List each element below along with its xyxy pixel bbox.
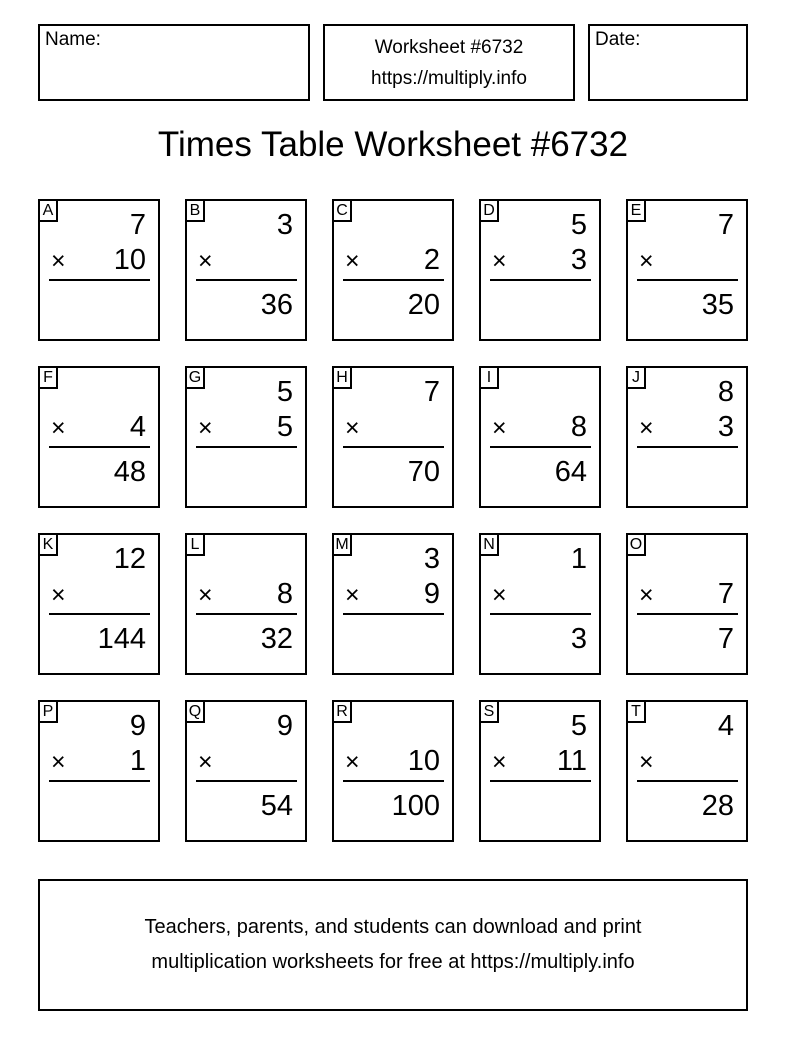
name-field[interactable] [38,24,310,101]
problem-letter: F [38,366,58,389]
problem-card [479,366,601,508]
times-symbol: × [345,247,360,275]
product: 70 [407,456,440,488]
times-symbol: × [345,748,360,776]
problem-letter: C [332,199,352,222]
answer-rule [637,780,738,782]
problem-letter: A [38,199,58,222]
multiplier: 9 [423,578,440,610]
multiplicand: 1 [570,543,587,575]
problem-card [479,700,601,842]
name-label: Name: [45,29,101,50]
problem-card [626,366,748,508]
multiplicand: 7 [129,209,146,241]
times-symbol: × [51,414,66,442]
multiplicand: 5 [570,209,587,241]
multiplicand: 3 [276,209,293,241]
answer-rule [49,780,150,782]
problem-letter: T [626,700,646,723]
times-symbol: × [198,414,213,442]
times-symbol: × [51,748,66,776]
answer-rule [637,613,738,615]
problem-letter: B [185,199,205,222]
times-symbol: × [51,247,66,275]
problem-card [626,199,748,341]
multiplier: 1 [129,745,146,777]
product: 54 [260,790,293,822]
answer-rule [637,446,738,448]
answer-rule [490,446,591,448]
times-symbol: × [345,414,360,442]
multiplicand: 5 [570,710,587,742]
multiplicand: 12 [113,543,146,575]
page-title: Times Table Worksheet #6732 [157,125,629,164]
product: 144 [97,623,146,655]
product: 64 [554,456,587,488]
answer-rule [196,279,297,281]
times-symbol: × [198,581,213,609]
product: 20 [407,289,440,321]
product: 100 [391,790,440,822]
problem-letter: E [626,199,646,222]
product: 36 [260,289,293,321]
date-label: Date: [595,29,641,50]
multiplier: 3 [717,411,734,443]
answer-rule [49,613,150,615]
problem-card [38,366,160,508]
footer-line-2: multiplication worksheets for free at https://multiply.info [151,951,635,973]
problem-card [332,533,454,675]
times-symbol: × [492,748,507,776]
answer-rule [196,780,297,782]
worksheet-url: https://multiply.info [371,67,527,89]
problem-card [332,700,454,842]
times-symbol: × [198,247,213,275]
times-symbol: × [492,581,507,609]
answer-rule [196,613,297,615]
multiplier: 10 [407,745,440,777]
answer-rule [343,780,444,782]
product: 32 [260,623,293,655]
times-symbol: × [51,581,66,609]
problem-letter: O [626,533,646,556]
multiplicand: 8 [717,376,734,408]
multiplicand: 7 [423,376,440,408]
problem-card [185,700,307,842]
multiplier: 4 [129,411,146,443]
problem-letter: Q [185,700,205,723]
answer-rule [343,613,444,615]
times-symbol: × [639,581,654,609]
multiplier: 2 [423,244,440,276]
times-symbol: × [345,581,360,609]
problem-letter: G [185,366,205,389]
answer-rule [490,279,591,281]
multiplicand: 7 [717,209,734,241]
answer-rule [49,446,150,448]
problem-card [332,199,454,341]
date-field[interactable] [588,24,748,101]
footer-line-1: Teachers, parents, and students can download and print [144,916,642,938]
problem-card [626,533,748,675]
answer-rule [343,446,444,448]
answer-rule [49,279,150,281]
problem-card [626,700,748,842]
problem-letter: J [626,366,646,389]
times-symbol: × [639,414,654,442]
problem-letter: S [479,700,499,723]
worksheet-number: Worksheet #6732 [374,36,524,58]
times-symbol: × [639,748,654,776]
problem-card [38,199,160,341]
product: 3 [570,623,587,655]
problem-card [479,199,601,341]
answer-rule [637,279,738,281]
multiplier: 11 [556,745,587,777]
answer-rule [490,613,591,615]
multiplicand: 9 [129,710,146,742]
times-symbol: × [639,247,654,275]
answer-rule [196,446,297,448]
multiplier: 8 [570,411,587,443]
product: 35 [701,289,734,321]
problem-card [38,533,160,675]
problem-letter: M [332,533,352,556]
problem-card [185,366,307,508]
problem-card [185,533,307,675]
multiplier: 7 [717,578,734,610]
problem-card [38,700,160,842]
multiplier: 5 [276,411,293,443]
worksheet-info-box [323,24,575,101]
problem-letter: P [38,700,58,723]
problem-letter: K [38,533,58,556]
multiplicand: 9 [276,710,293,742]
multiplicand: 3 [423,543,440,575]
problem-letter: R [332,700,352,723]
multiplier: 8 [276,578,293,610]
problem-letter: L [185,533,205,556]
product: 7 [717,623,734,655]
problem-letter: H [332,366,352,389]
problem-card [185,199,307,341]
problem-card [332,366,454,508]
product: 28 [701,790,734,822]
times-symbol: × [198,748,213,776]
multiplicand: 5 [276,376,293,408]
footer-note [38,879,748,1011]
problem-letter: N [479,533,499,556]
problem-letter: I [479,366,499,389]
multiplicand: 4 [717,710,734,742]
answer-rule [343,279,444,281]
problem-card [479,533,601,675]
multiplier: 10 [113,244,146,276]
problem-letter: D [479,199,499,222]
product: 48 [113,456,146,488]
times-symbol: × [492,414,507,442]
answer-rule [490,780,591,782]
multiplier: 3 [570,244,587,276]
times-symbol: × [492,247,507,275]
